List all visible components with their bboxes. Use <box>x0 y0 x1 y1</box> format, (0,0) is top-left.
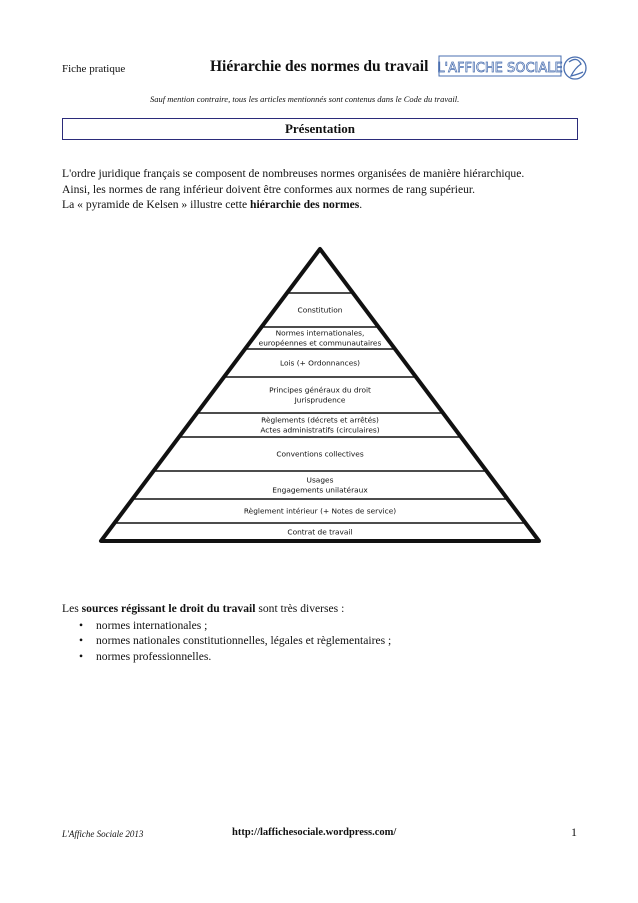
pyramid-level-label: Contrat de travail <box>287 527 353 537</box>
sources-intro-end: sont très diverses : <box>255 602 345 615</box>
pyramid-level-label: Usages <box>306 475 334 485</box>
pyramid-level-label: Engagements unilatéraux <box>272 485 368 495</box>
sources-intro-bold: sources régissant le droit du travail <box>81 602 256 615</box>
pyramid-level-label: Règlement intérieur (+ Notes de service) <box>243 506 397 516</box>
pyramid-level-label: Normes internationales, <box>275 328 365 338</box>
sources-intro <box>62 601 582 617</box>
intro-paragraph <box>62 166 582 213</box>
pyramid-level-label: Lois (+ Ordonnances) <box>279 358 361 368</box>
pyramid-level-label: Jurisprudence <box>294 395 346 405</box>
intro-line-3-bold: hiérarchie des normes <box>250 198 360 212</box>
footer-url[interactable]: http://laffichesociale.wordpress.com/ <box>232 827 397 838</box>
svg-text:L'AFFICHE SOCIALE: L'AFFICHE SOCIALE <box>437 61 563 76</box>
sources-intro-start: Les <box>62 602 82 615</box>
page-number: 1 <box>571 825 577 839</box>
intro-line-3-start: La « pyramide de Kelsen » illustre cette <box>62 198 251 212</box>
sources-list-item: • normes nationales constitutionnelles, légales et règlementaires ; <box>96 633 582 649</box>
kelsen-pyramid <box>98 245 543 545</box>
pyramid-level-label: Constitution <box>297 305 343 315</box>
footer-credit: L'Affiche Sociale 2013 <box>62 829 144 839</box>
section-title-box <box>62 118 578 140</box>
intro-line-3-end: . <box>359 198 363 212</box>
pyramid-level-label: Actes administratifs (circulaires) <box>260 425 380 435</box>
intro-line-2: Ainsi, les normes de rang inférieur doivent être conformes aux normes de rang supérieur. <box>62 182 476 196</box>
pyramid-level-label: Règlements (décrets et arrêtés) <box>261 415 379 425</box>
sources-list-item: • normes professionnelles. <box>96 649 582 665</box>
section-title: Présentation <box>284 121 356 136</box>
pyramid-level-label: européennes et communautaires <box>258 338 382 348</box>
affiche-sociale-logo <box>437 46 587 90</box>
page-title: Hiérarchie des normes du travail <box>210 58 429 75</box>
header-label: Fiche pratique <box>62 63 126 75</box>
header-note: Sauf mention contraire, tous les articles mentionnés sont contenus dans le Code du travail. <box>150 94 460 104</box>
intro-line-3 <box>62 197 582 213</box>
intro-line-1: L'ordre juridique français se composent de nombreuses normes organisées de manière hiérarchique. <box>62 167 525 180</box>
sources-paragraph <box>62 601 582 664</box>
sources-list <box>62 618 582 665</box>
sources-list-item: • normes internationales ; <box>96 618 582 634</box>
pyramid-level-label: Principes généraux du droit <box>269 385 371 395</box>
pyramid-level-label: Conventions collectives <box>276 449 364 459</box>
